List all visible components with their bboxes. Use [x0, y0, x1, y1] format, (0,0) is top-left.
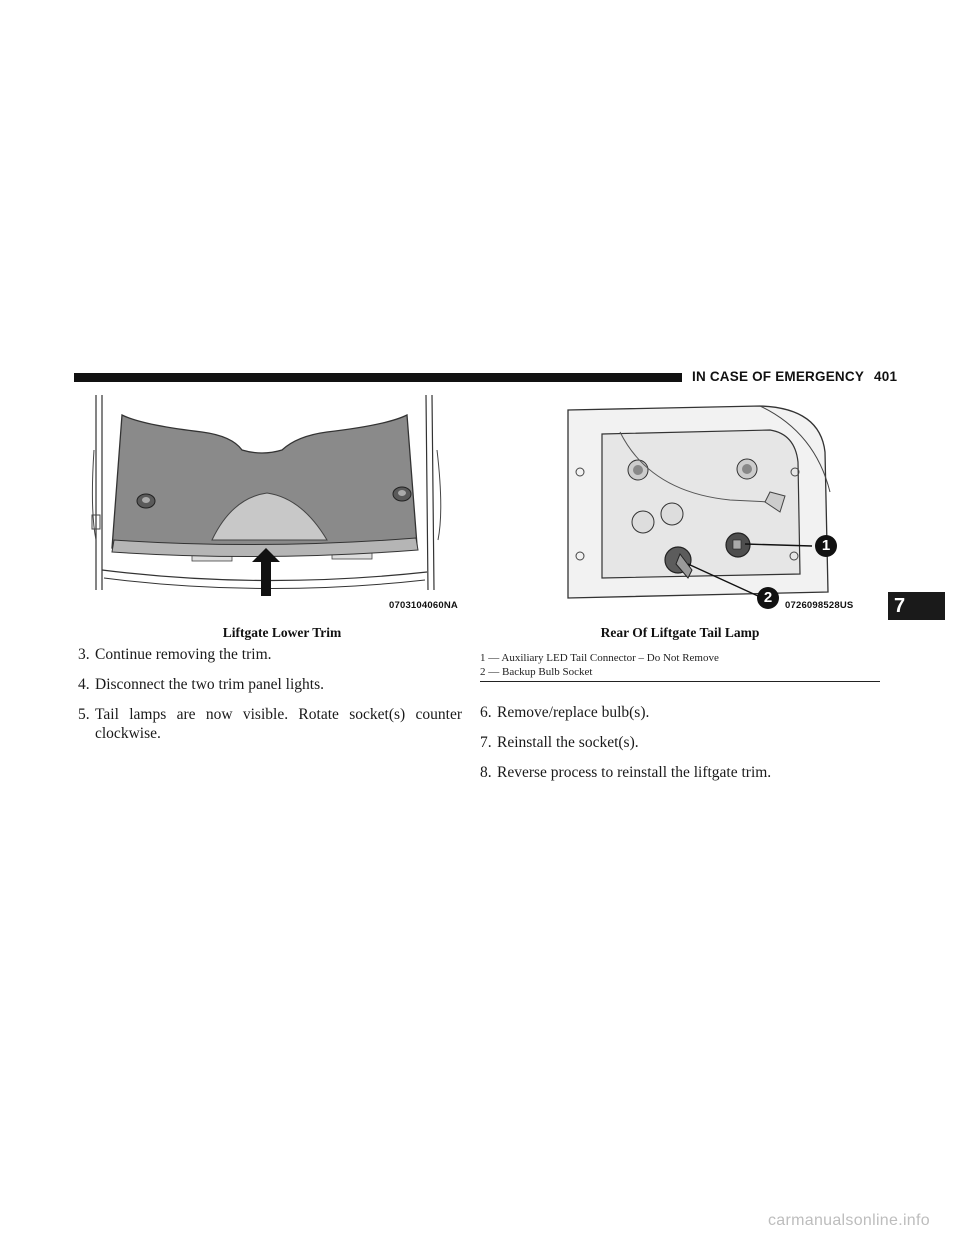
section-title: IN CASE OF EMERGENCY	[692, 369, 865, 384]
step-number: 7.	[480, 734, 492, 751]
page-number: 401	[874, 369, 898, 384]
steps-right	[480, 703, 880, 793]
callout-2: 2	[763, 589, 773, 606]
step-number: 5.	[78, 706, 90, 723]
figure-code-right: 0726098528US	[785, 600, 854, 611]
step-item	[78, 705, 462, 743]
header-rule	[74, 373, 682, 382]
figure-tail-lamp	[540, 392, 890, 614]
step-text: Reinstall the socket(s).	[497, 734, 639, 751]
step-text: Tail lamps are now visible. Rotate socket(s) counter clockwise.	[95, 706, 462, 742]
figure-legend	[480, 651, 880, 682]
figure-liftgate-lower-trim	[82, 390, 477, 612]
step-number: 4.	[78, 676, 90, 693]
step-item	[78, 645, 462, 664]
chapter-tab: 7	[888, 592, 945, 620]
callout-1: 1	[821, 537, 831, 554]
step-text: Reverse process to reinstall the liftgate trim.	[497, 764, 772, 781]
step-item	[480, 763, 880, 782]
running-header	[692, 369, 897, 385]
step-text: Disconnect the two trim panel lights.	[95, 676, 325, 693]
figure-code-left: 0703104060NA	[389, 600, 458, 611]
step-number: 3.	[78, 646, 90, 663]
steps-left	[78, 645, 462, 754]
legend-item-1: 1 — Auxiliary LED Tail Connector – Do Not Remove	[480, 652, 719, 664]
legend-item-2: 2 — Backup Bulb Socket	[480, 666, 593, 678]
watermark: carmanualsonline.info	[768, 1212, 930, 1229]
step-item	[480, 703, 880, 722]
step-item	[78, 675, 462, 694]
step-number: 8.	[480, 764, 492, 781]
step-number: 6.	[480, 704, 492, 721]
step-text: Remove/replace bulb(s).	[497, 704, 650, 721]
figure-caption-left: Liftgate Lower Trim	[222, 625, 342, 640]
step-text: Continue removing the trim.	[95, 646, 272, 663]
step-item	[480, 733, 880, 752]
figure-caption-right: Rear Of Liftgate Tail Lamp	[600, 625, 760, 640]
